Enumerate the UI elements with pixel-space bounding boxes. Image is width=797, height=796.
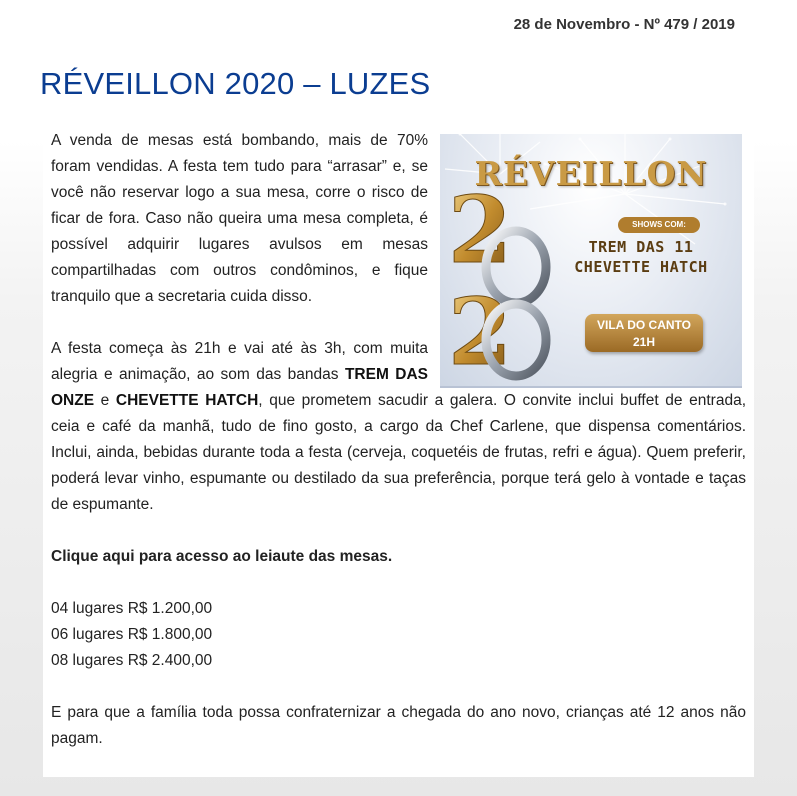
conjunction: e — [100, 392, 110, 409]
year-2020-graphic — [448, 182, 558, 382]
party-intro-text: A festa começa às 21h e vai até às 3h, com muita alegria e animação, ao som das bandas — [51, 340, 428, 383]
digit-2-top: 2 — [448, 182, 513, 284]
party-details-text: , que prometem sacudir a galera. O convite inclui buffet de entrada, ceia e café da manhã, tudo de fino gosto, a cargo da Chef Carlene, que dispensa comentários. Inclui, ainda, bebidas durante toda a festa (cerveja, coquetéis de frutas, refri e água). Quem preferir, poderá levar vinho, espumante ou destilado da sua preferência, porque terá gelo à vontade e taças de espumante. — [51, 392, 746, 513]
paragraph-closing: E para que a família toda possa confraternizar a chegada do ano novo, crianças até 12 anos não pagam. — [51, 704, 746, 747]
paragraph-intro: A venda de mesas está bombando, mais de 70% foram vendidas. A festa tem tudo para “arrasar” e, se você não reservar logo a sua mesa, corre o risco de ficar de fora. Caso não queira uma mesa completa, é possível adquirir lugares avulsos em mesas compartilhadas com outros condôminos, e fique tranquilo que a secretaria cuida disso. — [51, 132, 428, 305]
reveillon-poster — [440, 134, 742, 388]
poster-band-2: CHEVETTE HATCH — [574, 258, 708, 276]
article-body — [43, 122, 754, 777]
price-item: 08 lugares R$ 2.400,00 — [51, 652, 213, 669]
price-item: 04 lugares R$ 1.200,00 — [51, 600, 213, 617]
venue-name: VILA DO CANTO — [596, 318, 691, 332]
issue-line: 28 de Novembro - Nº 479 / 2019 — [513, 16, 735, 33]
page-title: RÉVEILLON 2020 – LUZES — [40, 66, 431, 101]
venue-badge — [585, 314, 703, 352]
band-trem-das-onze: TREM DAS ONZE — [51, 366, 428, 409]
table-layout-link[interactable]: Clique aqui para acesso ao leiaute das mesas. — [51, 548, 393, 565]
band-chevette-hatch: CHEVETTE HATCH — [115, 392, 259, 409]
shows-label: SHOWS COM: — [618, 217, 700, 233]
digit-2-bottom: 2 — [448, 278, 513, 382]
venue-time: 21H — [632, 335, 655, 349]
poster-band-1: TREM DAS 11 — [588, 238, 694, 256]
price-item: 06 lugares R$ 1.800,00 — [51, 626, 213, 643]
poster-headline: RÉVEILLON — [474, 154, 708, 193]
